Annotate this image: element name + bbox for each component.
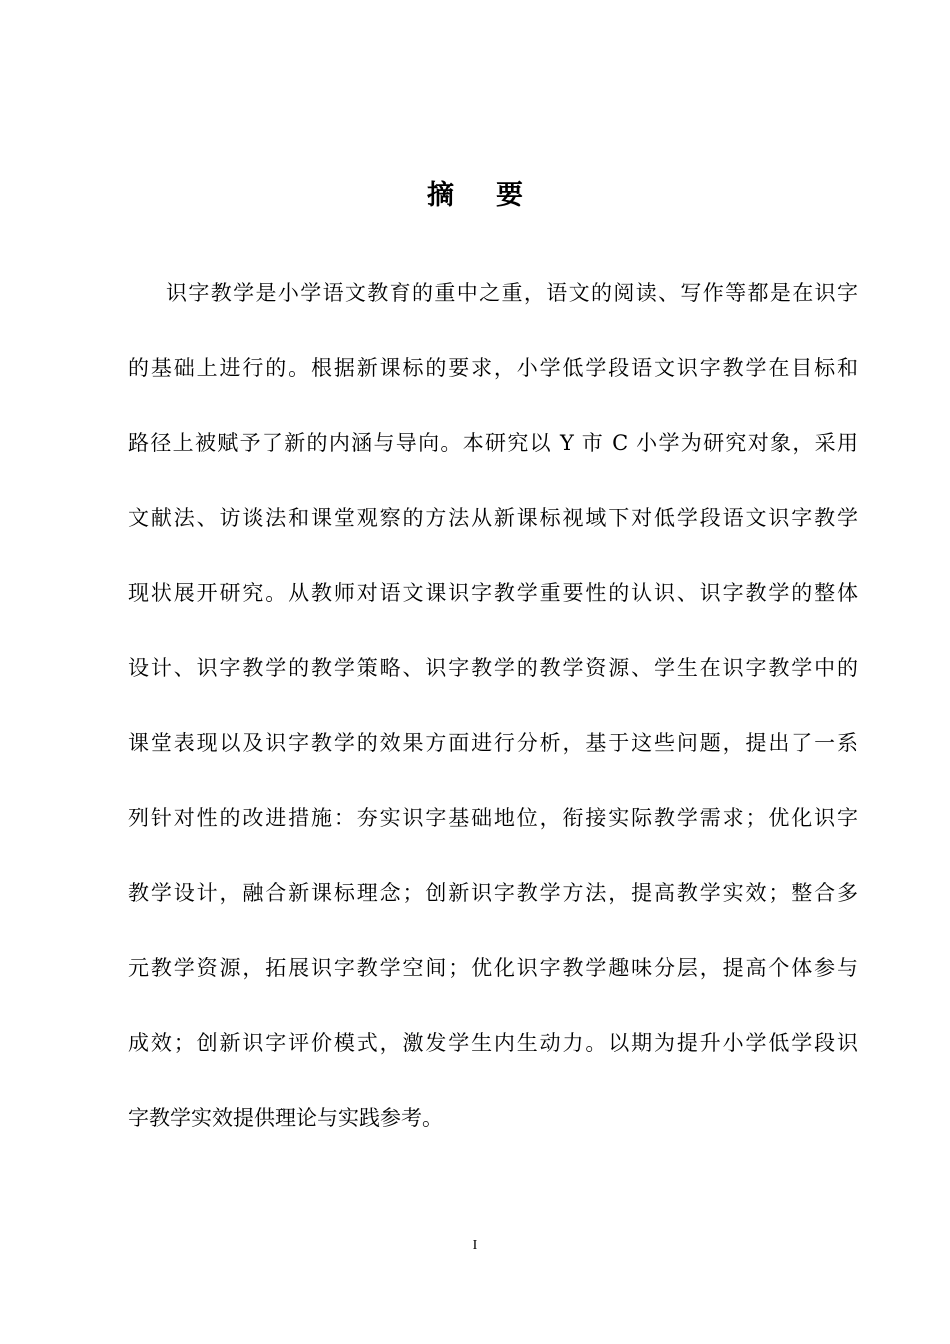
abstract-line: 现状展开研究。从教师对语文课识字教学重要性的认识、识字教学的整体	[128, 581, 858, 605]
abstract-line: 成效；创新识字评价模式，激发学生内生动力。以期为提升小学低学段识	[128, 1031, 858, 1055]
abstract-line: 路径上被赋予了新的内涵与导向。本研究以 Y 市 C 小学为研究对象，采用	[128, 431, 858, 455]
abstract-line: 设计、识字教学的教学策略、识字教学的教学资源、学生在识字教学中的	[128, 656, 858, 680]
page-title	[0, 176, 950, 216]
abstract-line: 课堂表现以及识字教学的效果方面进行分析，基于这些问题，提出了一系	[128, 731, 858, 755]
page-number: I	[472, 1238, 478, 1253]
abstract-line: 元教学资源，拓展识字教学空间；优化识字教学趣味分层，提高个体参与	[128, 956, 858, 980]
abstract-line: 识字教学是小学语文教育的重中之重，语文的阅读、写作等都是在识字	[166, 281, 858, 305]
abstract-line: 字教学实效提供理论与实践参考。	[128, 1106, 443, 1130]
abstract-body	[128, 270, 858, 1170]
page-title-char-2: 要	[496, 180, 523, 212]
abstract-line: 文献法、访谈法和课堂观察的方法从新课标视域下对低学段语文识字教学	[128, 506, 858, 530]
abstract-line: 的基础上进行的。根据新课标的要求，小学低学段语文识字教学在目标和	[128, 356, 858, 380]
abstract-line: 列针对性的改进措施：夯实识字基础地位，衔接实际教学需求；优化识字	[128, 806, 858, 830]
abstract-line: 教学设计，融合新课标理念；创新识字教学方法，提高教学实效；整合多	[128, 881, 858, 905]
page-title-char-1: 摘	[427, 180, 454, 212]
